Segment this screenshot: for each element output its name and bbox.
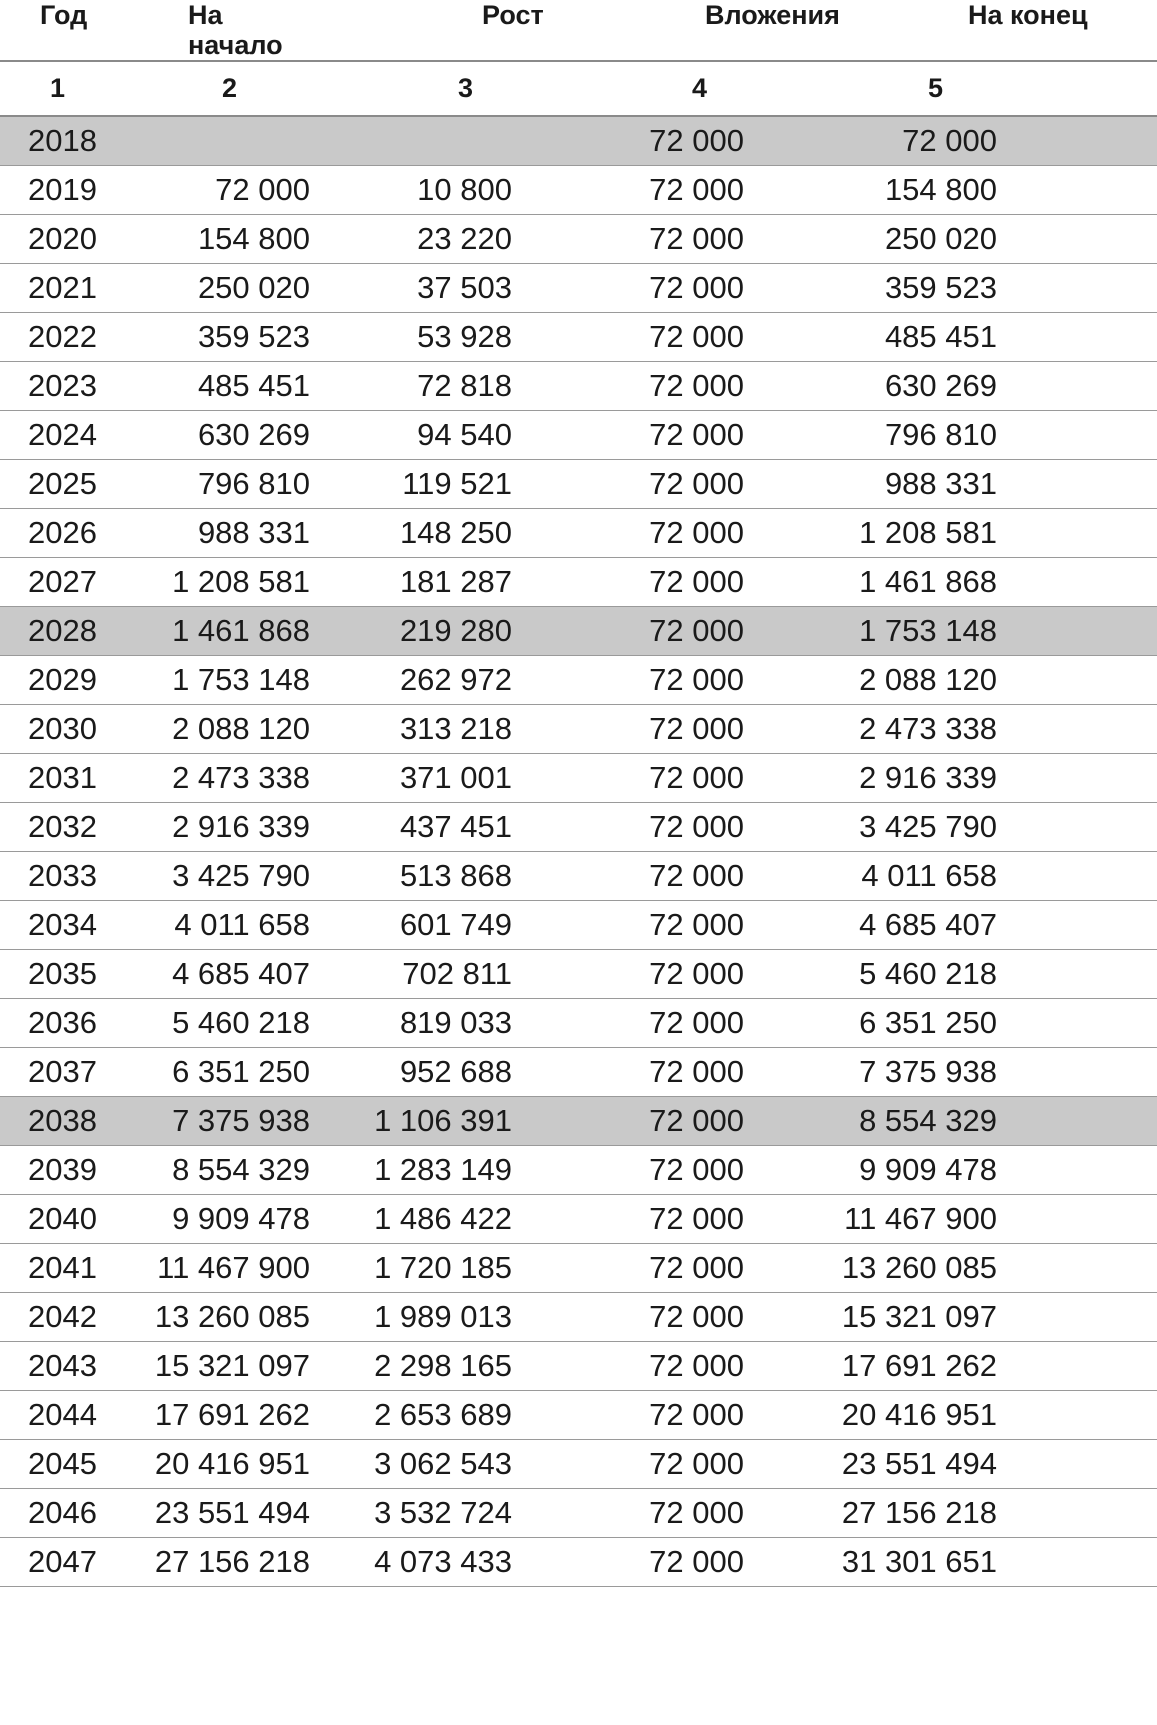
cell-end: 27 156 218 [840, 1489, 1157, 1538]
cell-start: 9 909 478 [120, 1195, 320, 1244]
cell-start: 11 467 900 [120, 1244, 320, 1293]
table-row [0, 1342, 1157, 1391]
cell-year: 2026 [0, 509, 120, 558]
cell-year: 2037 [0, 1048, 120, 1097]
cell-end: 250 020 [840, 215, 1157, 264]
column-number-3: 3 [320, 61, 580, 116]
cell-investment: 72 000 [580, 460, 840, 509]
table-row [0, 1391, 1157, 1440]
cell-year: 2023 [0, 362, 120, 411]
header-year: Год [0, 0, 120, 61]
cell-growth: 3 532 724 [320, 1489, 580, 1538]
table-row [0, 313, 1157, 362]
cell-start: 154 800 [120, 215, 320, 264]
cell-growth: 513 868 [320, 852, 580, 901]
table-row [0, 1097, 1157, 1146]
cell-investment: 72 000 [580, 754, 840, 803]
cell-start: 4 011 658 [120, 901, 320, 950]
cell-start: 2 088 120 [120, 705, 320, 754]
column-number-1: 1 [0, 61, 120, 116]
cell-start: 13 260 085 [120, 1293, 320, 1342]
cell-end: 7 375 938 [840, 1048, 1157, 1097]
cell-growth: 702 811 [320, 950, 580, 999]
cell-growth: 2 653 689 [320, 1391, 580, 1440]
table-row [0, 116, 1157, 166]
table-header [0, 0, 1157, 116]
cell-growth: 181 287 [320, 558, 580, 607]
cell-investment: 72 000 [580, 1195, 840, 1244]
table-row [0, 1489, 1157, 1538]
table-row [0, 1048, 1157, 1097]
cell-growth [320, 116, 580, 166]
cell-investment: 72 000 [580, 1391, 840, 1440]
cell-year: 2042 [0, 1293, 120, 1342]
cell-end: 31 301 651 [840, 1538, 1157, 1587]
cell-year: 2025 [0, 460, 120, 509]
header-investment: Вложения [580, 0, 840, 61]
cell-investment: 72 000 [580, 264, 840, 313]
table-row [0, 264, 1157, 313]
cell-end: 2 916 339 [840, 754, 1157, 803]
table-row [0, 1244, 1157, 1293]
cell-year: 2019 [0, 166, 120, 215]
cell-investment: 72 000 [580, 166, 840, 215]
cell-start: 1 753 148 [120, 656, 320, 705]
cell-growth: 94 540 [320, 411, 580, 460]
cell-end: 359 523 [840, 264, 1157, 313]
cell-investment: 72 000 [580, 1538, 840, 1587]
cell-investment: 72 000 [580, 950, 840, 999]
cell-growth: 148 250 [320, 509, 580, 558]
cell-start: 796 810 [120, 460, 320, 509]
table-row [0, 1440, 1157, 1489]
header-row-names [0, 0, 1157, 61]
cell-start: 2 473 338 [120, 754, 320, 803]
cell-end: 4 011 658 [840, 852, 1157, 901]
cell-end: 13 260 085 [840, 1244, 1157, 1293]
cell-investment: 72 000 [580, 999, 840, 1048]
table-row [0, 656, 1157, 705]
cell-year: 2034 [0, 901, 120, 950]
cell-year: 2035 [0, 950, 120, 999]
cell-year: 2022 [0, 313, 120, 362]
cell-year: 2033 [0, 852, 120, 901]
header-growth: Рост [320, 0, 580, 61]
cell-growth: 437 451 [320, 803, 580, 852]
cell-investment: 72 000 [580, 362, 840, 411]
cell-start: 5 460 218 [120, 999, 320, 1048]
table-row [0, 803, 1157, 852]
cell-growth: 371 001 [320, 754, 580, 803]
cell-end: 1 208 581 [840, 509, 1157, 558]
cell-year: 2047 [0, 1538, 120, 1587]
cell-investment: 72 000 [580, 901, 840, 950]
cell-year: 2041 [0, 1244, 120, 1293]
table-row [0, 950, 1157, 999]
cell-end: 11 467 900 [840, 1195, 1157, 1244]
cell-start: 8 554 329 [120, 1146, 320, 1195]
cell-investment: 72 000 [580, 411, 840, 460]
cell-growth: 1 989 013 [320, 1293, 580, 1342]
cell-start: 1 461 868 [120, 607, 320, 656]
cell-year: 2032 [0, 803, 120, 852]
cell-growth: 4 073 433 [320, 1538, 580, 1587]
cell-end: 796 810 [840, 411, 1157, 460]
cell-end: 20 416 951 [840, 1391, 1157, 1440]
cell-end: 8 554 329 [840, 1097, 1157, 1146]
cell-investment: 72 000 [580, 509, 840, 558]
cell-growth: 601 749 [320, 901, 580, 950]
cell-end: 6 351 250 [840, 999, 1157, 1048]
table-row [0, 509, 1157, 558]
cell-end: 5 460 218 [840, 950, 1157, 999]
cell-year: 2024 [0, 411, 120, 460]
header-end: На конец [840, 0, 1157, 61]
cell-start: 2 916 339 [120, 803, 320, 852]
cell-investment: 72 000 [580, 705, 840, 754]
cell-year: 2040 [0, 1195, 120, 1244]
cell-year: 2021 [0, 264, 120, 313]
table-row [0, 460, 1157, 509]
cell-end: 3 425 790 [840, 803, 1157, 852]
cell-year: 2031 [0, 754, 120, 803]
cell-growth: 119 521 [320, 460, 580, 509]
header-start: На начало [120, 0, 320, 61]
cell-investment: 72 000 [580, 1489, 840, 1538]
cell-growth: 219 280 [320, 607, 580, 656]
cell-end: 17 691 262 [840, 1342, 1157, 1391]
column-number-4: 4 [580, 61, 840, 116]
cell-end: 988 331 [840, 460, 1157, 509]
table-row [0, 1195, 1157, 1244]
cell-year: 2046 [0, 1489, 120, 1538]
table-row [0, 411, 1157, 460]
cell-growth: 262 972 [320, 656, 580, 705]
table-row [0, 1538, 1157, 1587]
cell-start: 1 208 581 [120, 558, 320, 607]
header-row-numbers [0, 61, 1157, 116]
cell-investment: 72 000 [580, 215, 840, 264]
table-row [0, 362, 1157, 411]
cell-investment: 72 000 [580, 116, 840, 166]
cell-investment: 72 000 [580, 313, 840, 362]
cell-investment: 72 000 [580, 1097, 840, 1146]
column-number-5: 5 [840, 61, 1157, 116]
cell-end: 1 753 148 [840, 607, 1157, 656]
cell-start: 23 551 494 [120, 1489, 320, 1538]
table-row [0, 852, 1157, 901]
cell-start: 17 691 262 [120, 1391, 320, 1440]
cell-investment: 72 000 [580, 607, 840, 656]
cell-start [120, 116, 320, 166]
cell-year: 2045 [0, 1440, 120, 1489]
cell-start: 27 156 218 [120, 1538, 320, 1587]
cell-year: 2027 [0, 558, 120, 607]
table-row [0, 754, 1157, 803]
cell-year: 2030 [0, 705, 120, 754]
cell-year: 2044 [0, 1391, 120, 1440]
cell-start: 15 321 097 [120, 1342, 320, 1391]
cell-investment: 72 000 [580, 1440, 840, 1489]
cell-year: 2043 [0, 1342, 120, 1391]
cell-end: 23 551 494 [840, 1440, 1157, 1489]
table-row [0, 705, 1157, 754]
cell-start: 250 020 [120, 264, 320, 313]
table-row [0, 1293, 1157, 1342]
cell-year: 2039 [0, 1146, 120, 1195]
cell-investment: 72 000 [580, 558, 840, 607]
cell-end: 154 800 [840, 166, 1157, 215]
cell-end: 2 473 338 [840, 705, 1157, 754]
cell-year: 2028 [0, 607, 120, 656]
cell-year: 2036 [0, 999, 120, 1048]
cell-growth: 37 503 [320, 264, 580, 313]
cell-growth: 1 106 391 [320, 1097, 580, 1146]
cell-investment: 72 000 [580, 1048, 840, 1097]
cell-investment: 72 000 [580, 656, 840, 705]
cell-growth: 1 283 149 [320, 1146, 580, 1195]
cell-growth: 1 486 422 [320, 1195, 580, 1244]
cell-start: 6 351 250 [120, 1048, 320, 1097]
cell-end: 15 321 097 [840, 1293, 1157, 1342]
cell-year: 2038 [0, 1097, 120, 1146]
cell-start: 7 375 938 [120, 1097, 320, 1146]
cell-growth: 2 298 165 [320, 1342, 580, 1391]
column-number-2: 2 [120, 61, 320, 116]
cell-growth: 72 818 [320, 362, 580, 411]
cell-end: 72 000 [840, 116, 1157, 166]
cell-start: 72 000 [120, 166, 320, 215]
table-row [0, 607, 1157, 656]
cell-end: 4 685 407 [840, 901, 1157, 950]
cell-growth: 53 928 [320, 313, 580, 362]
cell-investment: 72 000 [580, 1293, 840, 1342]
cell-year: 2018 [0, 116, 120, 166]
cell-investment: 72 000 [580, 1244, 840, 1293]
cell-start: 630 269 [120, 411, 320, 460]
cell-growth: 1 720 185 [320, 1244, 580, 1293]
cell-end: 2 088 120 [840, 656, 1157, 705]
table-row [0, 166, 1157, 215]
cell-start: 20 416 951 [120, 1440, 320, 1489]
cell-start: 4 685 407 [120, 950, 320, 999]
cell-start: 485 451 [120, 362, 320, 411]
table-row [0, 558, 1157, 607]
cell-start: 359 523 [120, 313, 320, 362]
table-row [0, 1146, 1157, 1195]
cell-start: 3 425 790 [120, 852, 320, 901]
table-body [0, 116, 1157, 1587]
table-row [0, 901, 1157, 950]
cell-end: 630 269 [840, 362, 1157, 411]
cell-investment: 72 000 [580, 1342, 840, 1391]
table-row [0, 999, 1157, 1048]
cell-end: 1 461 868 [840, 558, 1157, 607]
cell-growth: 10 800 [320, 166, 580, 215]
cell-start: 988 331 [120, 509, 320, 558]
cell-end: 485 451 [840, 313, 1157, 362]
cell-growth: 313 218 [320, 705, 580, 754]
cell-investment: 72 000 [580, 852, 840, 901]
cell-growth: 952 688 [320, 1048, 580, 1097]
cell-growth: 819 033 [320, 999, 580, 1048]
cell-investment: 72 000 [580, 803, 840, 852]
cell-year: 2029 [0, 656, 120, 705]
table-row [0, 215, 1157, 264]
cell-end: 9 909 478 [840, 1146, 1157, 1195]
cell-investment: 72 000 [580, 1146, 840, 1195]
cell-year: 2020 [0, 215, 120, 264]
cell-growth: 3 062 543 [320, 1440, 580, 1489]
cell-growth: 23 220 [320, 215, 580, 264]
